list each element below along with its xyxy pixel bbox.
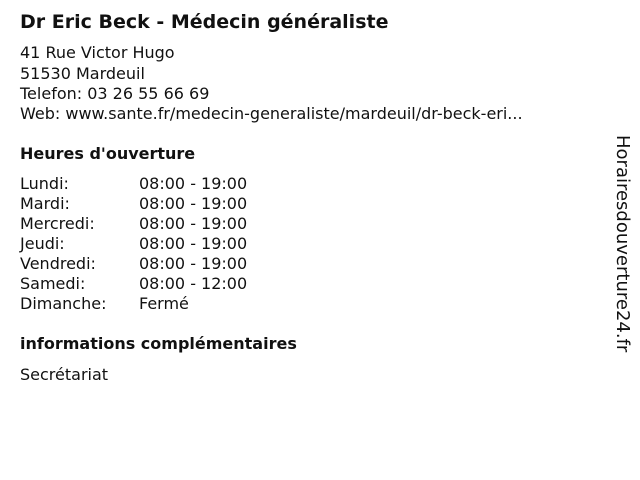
- day-hours: 08:00 - 19:00: [139, 234, 248, 253]
- day-hours: 08:00 - 19:00: [139, 174, 248, 193]
- day-label: Mercredi:: [20, 214, 95, 233]
- day-label: Jeudi:: [20, 234, 65, 253]
- site-watermark: Horairesdouverture24.fr: [612, 135, 633, 353]
- day-label: Lundi:: [20, 174, 69, 193]
- phone-number[interactable]: Telefon: 03 26 55 66 69: [20, 84, 210, 103]
- day-hours: 08:00 - 19:00: [139, 254, 248, 273]
- day-hours: Fermé: [139, 294, 189, 313]
- day-label: Mardi:: [20, 194, 70, 213]
- page-title: Dr Eric Beck - Médecin généraliste: [20, 11, 389, 33]
- opening-hours-heading: Heures d'ouverture: [20, 144, 196, 163]
- additional-info-text: Secrétariat: [20, 365, 109, 384]
- day-label: Vendredi:: [20, 254, 96, 273]
- additional-info-heading: informations complémentaires: [20, 334, 297, 353]
- day-hours: 08:00 - 19:00: [139, 214, 248, 233]
- address-street: 41 Rue Victor Hugo: [20, 43, 175, 62]
- day-label: Dimanche:: [20, 294, 107, 313]
- day-hours: 08:00 - 19:00: [139, 194, 248, 213]
- day-hours: 08:00 - 12:00: [139, 274, 248, 293]
- address-city: 51530 Mardeuil: [20, 64, 145, 83]
- website-link[interactable]: Web: www.sante.fr/medecin-generaliste/mardeuil/dr-beck-eri...: [20, 104, 523, 123]
- day-label: Samedi:: [20, 274, 86, 293]
